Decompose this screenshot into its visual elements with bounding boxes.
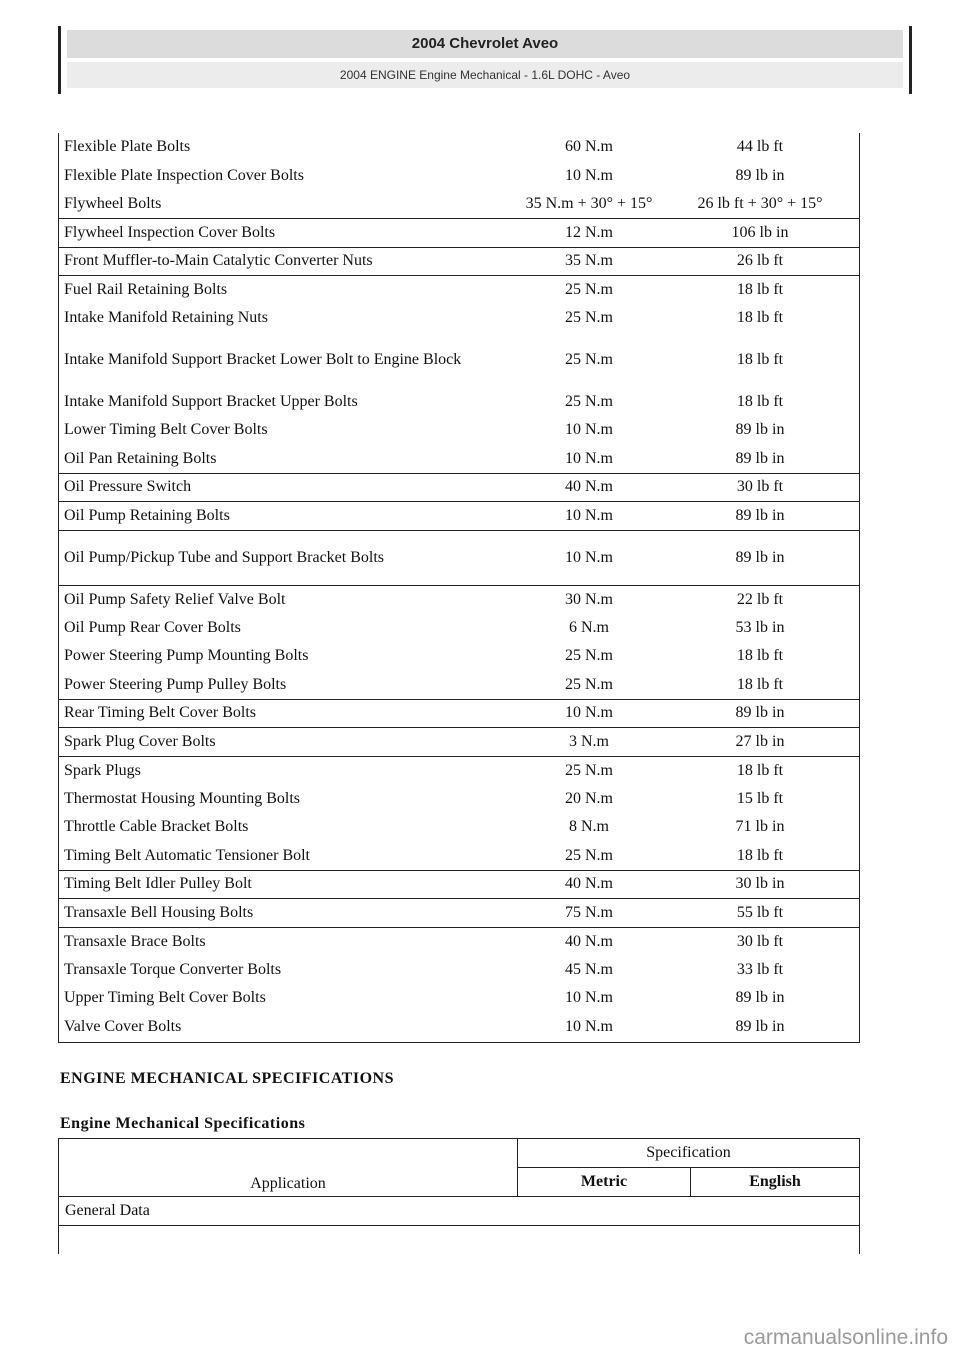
english-cell: 89 lb in xyxy=(735,989,785,1007)
torque-row xyxy=(58,388,860,417)
english-cell: 106 lb in xyxy=(660,219,860,248)
metric-cell: 12 N.m xyxy=(518,219,660,248)
application-cell: Intake Manifold Retaining Nuts xyxy=(64,309,268,327)
english-cell: 18 lb ft xyxy=(736,392,784,410)
torque-row xyxy=(58,416,860,445)
torque-row xyxy=(58,756,860,785)
metric-cell: 40 N.m xyxy=(518,927,660,956)
application-cell: Upper Timing Belt Cover Bolts xyxy=(64,989,266,1007)
english-cell: 89 lb in xyxy=(660,502,860,531)
application-cell: Timing Belt Automatic Tensioner Bolt xyxy=(64,846,310,864)
header-metric: Metric xyxy=(518,1168,691,1197)
english-cell: 53 lb in xyxy=(735,618,785,636)
application-cell: Power Steering Pump Pulley Bolts xyxy=(64,675,287,693)
engine-mechanical-spec-table xyxy=(58,1138,860,1254)
application-cell: Valve Cover Bolts xyxy=(64,1017,182,1035)
english-cell: 33 lb ft xyxy=(736,960,784,978)
torque-row xyxy=(58,870,860,899)
metric-cell: 3 N.m xyxy=(518,728,660,757)
application-cell: Fuel Rail Retaining Bolts xyxy=(58,276,518,305)
english-cell: 89 lb in xyxy=(735,1017,785,1035)
header-english: English xyxy=(691,1168,860,1197)
torque-row xyxy=(58,190,860,219)
english-cell: 26 lb ft + 30° + 15° xyxy=(697,195,823,212)
torque-row xyxy=(58,162,860,191)
application-cell: Spark Plug Cover Bolts xyxy=(58,728,518,757)
torque-row xyxy=(58,445,860,474)
metric-cell: 40 N.m xyxy=(518,473,660,502)
application-cell: Oil Pressure Switch xyxy=(58,473,518,502)
torque-row xyxy=(58,530,860,585)
torque-row xyxy=(58,276,860,305)
application-cell: Flywheel Bolts xyxy=(64,195,162,212)
metric-cell: 30 N.m xyxy=(518,585,660,614)
document-title: 2004 Chevrolet Aveo xyxy=(67,30,903,58)
english-cell: 71 lb in xyxy=(735,818,785,836)
metric-cell: 25 N.m xyxy=(565,309,613,327)
metric-cell: 35 N.m + 30° + 15° xyxy=(525,195,653,212)
english-cell: 30 lb ft xyxy=(660,473,860,502)
application-cell: Oil Pan Retaining Bolts xyxy=(64,449,217,467)
torque-row xyxy=(58,956,860,985)
header-application: Application xyxy=(59,1139,518,1197)
row-empty xyxy=(59,1226,860,1255)
torque-row xyxy=(58,927,860,956)
english-cell: 30 lb in xyxy=(660,870,860,899)
english-cell: 55 lb ft xyxy=(660,899,860,928)
torque-row xyxy=(58,614,860,643)
application-cell: Oil Pump Safety Relief Valve Bolt xyxy=(58,585,518,614)
torque-row xyxy=(58,813,860,842)
metric-cell: 20 N.m xyxy=(565,789,613,807)
application-cell: Thermostat Housing Mounting Bolts xyxy=(64,789,300,807)
english-cell: 18 lb ft xyxy=(660,276,860,305)
application-cell: Transaxle Torque Converter Bolts xyxy=(64,960,282,978)
application-cell: Timing Belt Idler Pulley Bolt xyxy=(58,870,518,899)
application-cell: Oil Pump/Pickup Tube and Support Bracket Bolts xyxy=(58,530,518,585)
row-general-data: General Data xyxy=(59,1197,860,1226)
english-cell: 30 lb ft xyxy=(660,927,860,956)
metric-cell: 25 N.m xyxy=(518,756,660,785)
torque-row xyxy=(58,133,860,162)
metric-cell: 40 N.m xyxy=(518,870,660,899)
metric-cell: 45 N.m xyxy=(565,960,613,978)
torque-row xyxy=(58,585,860,614)
metric-cell: 10 N.m xyxy=(565,166,613,184)
english-cell: 26 lb ft xyxy=(660,247,860,276)
metric-cell: 60 N.m xyxy=(565,138,613,156)
application-cell: Rear Timing Belt Cover Bolts xyxy=(58,699,518,728)
metric-cell: 8 N.m xyxy=(569,818,609,836)
torque-table-body xyxy=(58,133,860,1041)
application-cell: Flexible Plate Bolts xyxy=(64,138,191,156)
application-cell: Flywheel Inspection Cover Bolts xyxy=(58,219,518,248)
metric-cell: 25 N.m xyxy=(565,647,613,665)
application-cell: Lower Timing Belt Cover Bolts xyxy=(64,421,268,439)
metric-cell: 10 N.m xyxy=(565,989,613,1007)
application-cell: Intake Manifold Support Bracket Upper Bolts xyxy=(64,392,358,410)
application-cell: Flexible Plate Inspection Cover Bolts xyxy=(64,166,304,184)
header-specification: Specification xyxy=(518,1139,860,1168)
english-cell: 18 lb ft xyxy=(736,351,784,368)
table-title: Engine Mechanical Specifications xyxy=(60,1115,306,1132)
application-cell: Spark Plugs xyxy=(58,756,518,785)
metric-cell: 10 N.m xyxy=(565,1017,613,1035)
english-cell: 22 lb ft xyxy=(660,585,860,614)
torque-row xyxy=(58,502,860,531)
application-cell: Oil Pump Retaining Bolts xyxy=(58,502,518,531)
torque-row xyxy=(58,333,860,388)
torque-row xyxy=(58,304,860,333)
english-cell: 15 lb ft xyxy=(736,789,784,807)
english-cell: 27 lb in xyxy=(660,728,860,757)
metric-cell: 6 N.m xyxy=(569,618,609,636)
metric-cell: 10 N.m xyxy=(565,449,613,467)
document-header xyxy=(58,26,912,94)
torque-row xyxy=(58,899,860,928)
application-cell: Power Steering Pump Mounting Bolts xyxy=(64,647,309,665)
english-cell: 18 lb ft xyxy=(736,309,784,327)
torque-row xyxy=(58,247,860,276)
torque-row xyxy=(58,642,860,671)
english-cell: 18 lb ft xyxy=(736,675,784,693)
torque-spec-table xyxy=(58,133,860,1041)
application-cell: Transaxle Brace Bolts xyxy=(58,927,518,956)
english-cell: 18 lb ft xyxy=(660,756,860,785)
metric-cell: 25 N.m xyxy=(565,846,613,864)
torque-row xyxy=(58,1013,860,1042)
english-cell: 89 lb in xyxy=(735,449,785,467)
metric-cell: 25 N.m xyxy=(518,276,660,305)
metric-cell: 25 N.m xyxy=(565,351,613,368)
torque-row xyxy=(58,671,860,700)
english-cell: 18 lb ft xyxy=(736,647,784,665)
english-cell: 89 lb in xyxy=(735,166,785,184)
torque-row xyxy=(58,984,860,1013)
english-cell: 44 lb ft xyxy=(736,138,784,156)
english-cell: 89 lb in xyxy=(660,530,860,585)
torque-row xyxy=(58,785,860,814)
metric-cell: 75 N.m xyxy=(518,899,660,928)
metric-cell: 10 N.m xyxy=(518,530,660,585)
metric-cell: 10 N.m xyxy=(565,421,613,439)
english-cell: 18 lb ft xyxy=(736,846,784,864)
application-cell: Throttle Cable Bracket Bolts xyxy=(64,818,249,836)
metric-cell: 10 N.m xyxy=(518,699,660,728)
metric-cell: 25 N.m xyxy=(565,675,613,693)
english-cell: 89 lb in xyxy=(735,421,785,439)
metric-cell: 10 N.m xyxy=(518,502,660,531)
application-cell: Transaxle Bell Housing Bolts xyxy=(58,899,518,928)
torque-row xyxy=(58,842,860,871)
english-cell: 89 lb in xyxy=(660,699,860,728)
torque-row xyxy=(58,728,860,757)
metric-cell: 35 N.m xyxy=(518,247,660,276)
document-subtitle: 2004 ENGINE Engine Mechanical - 1.6L DOHC - Aveo xyxy=(67,62,903,88)
application-cell: Oil Pump Rear Cover Bolts xyxy=(64,618,241,636)
torque-row xyxy=(58,699,860,728)
watermark: carmanualsonline.info xyxy=(743,1326,948,1349)
application-cell: Intake Manifold Support Bracket Lower Bolt to Engine Block xyxy=(64,351,462,368)
torque-row xyxy=(58,473,860,502)
section-heading: ENGINE MECHANICAL SPECIFICATIONS xyxy=(60,1070,394,1087)
torque-row xyxy=(58,219,860,248)
metric-cell: 25 N.m xyxy=(565,392,613,410)
application-cell: Front Muffler-to-Main Catalytic Converter Nuts xyxy=(58,247,518,276)
